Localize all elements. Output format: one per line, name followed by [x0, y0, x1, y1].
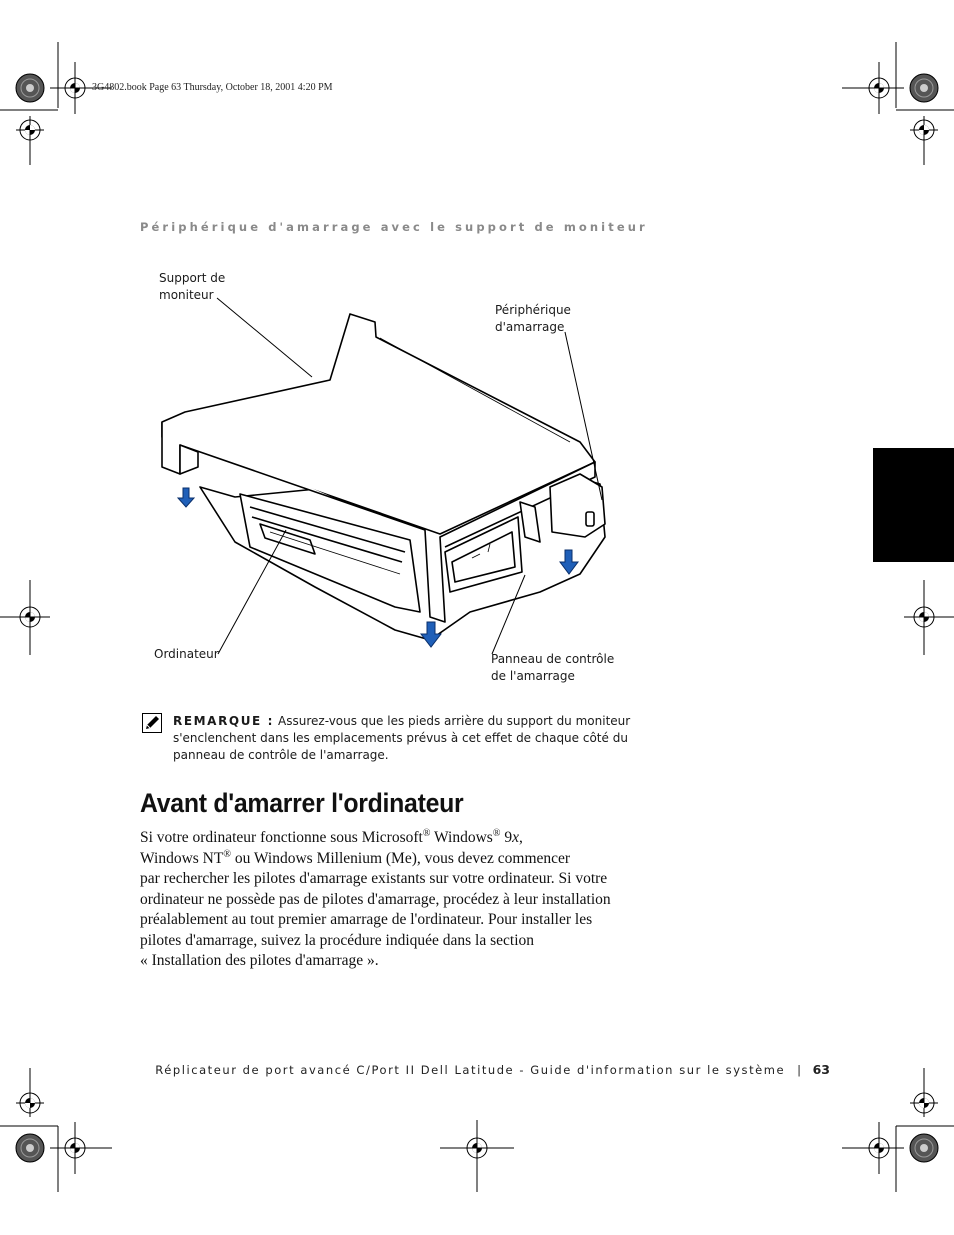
- callout-computer: Ordinateur: [154, 647, 219, 661]
- leader-monitor-stand: [217, 298, 312, 377]
- thumb-tab: [873, 448, 954, 562]
- body-paragraph: Si votre ordinateur fonctionne sous Microsoft® Windows® 9x, Windows NT® ou Windows Millenium (Me), vous devez commencer par rechercher les pilotes d'amarrage existants sur votre ordinateur. Si votre ordinateur ne possède pas de pilotes d'amarrage, procédez à leur installation préalablement au tout premier amarrage de l'ordinateur. Pour installer les pilotes d'amarrage, suivez la procédure indiquée dans la section « Installation des pilotes d'amarrage ».: [140, 827, 611, 969]
- footer-separator: |: [797, 1063, 803, 1077]
- page-number: 63: [812, 1062, 830, 1077]
- callout-control-panel: Panneau de contrôle de l'amarrage: [491, 652, 615, 683]
- arrow-left: [178, 488, 194, 507]
- running-head: Périphérique d'amarrage avec le support de moniteur: [140, 220, 648, 234]
- file-slug: 3G4802.book Page 63 Thursday, October 18, 2001 4:20 PM: [92, 82, 333, 93]
- callout-docking-device: Périphérique d'amarrage: [495, 303, 571, 334]
- page-footer: [155, 1062, 830, 1077]
- callout-monitor-stand: Support de moniteur: [159, 271, 226, 302]
- pencil-note-icon: [142, 713, 162, 733]
- note-text: REMARQUE : Assurez-vous que les pieds arrière du support du moniteur s'enclenchent dans les emplacements prévus à cet effet de chaque côté du panneau de contrôle de l'amarrage.: [173, 714, 631, 762]
- footer-title: Réplicateur de port avancé C/Port II Dell Latitude - Guide d'information sur le système: [155, 1063, 786, 1077]
- note-label: REMARQUE :: [173, 714, 275, 728]
- section-title: Avant d'amarrer l'ordinateur: [140, 788, 464, 818]
